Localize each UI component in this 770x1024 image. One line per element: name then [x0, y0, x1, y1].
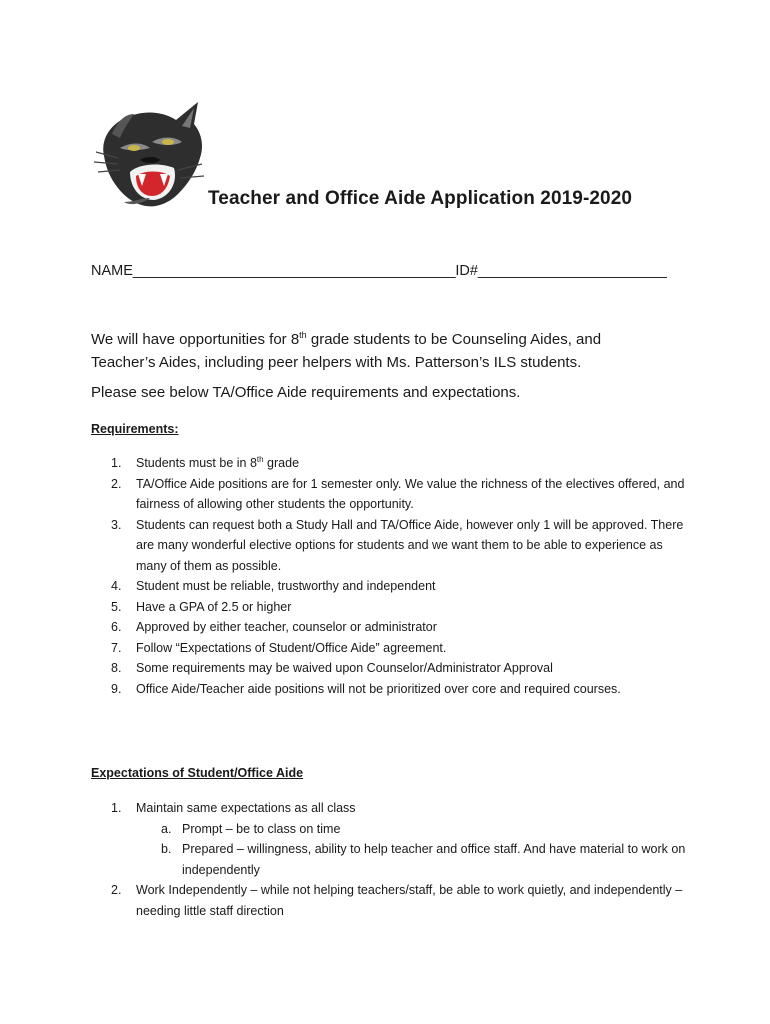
name-field[interactable]: _________________________________________ [132, 263, 456, 279]
list-item: 2. TA/Office Aide positions are for 1 semester only. We value the richness of the electives offered, and fairness of allowing other students the opportunity. [111, 476, 685, 511]
requirements-heading: Requirements: [91, 422, 179, 436]
list-item: 1. Maintain same expectations as all class a. Prompt – be to class on time b. Prepared – willingness, ability to help teacher and office staff. And have material to work on independently [91, 798, 691, 880]
see-below-text: Please see below TA/Office Aide requirements and expectations. [91, 384, 521, 401]
expectations-heading: Expectations of Student/Office Aide [91, 766, 304, 780]
sub-list [136, 819, 691, 881]
list-item: 9. Office Aide/Teacher aide positions will not be prioritized over core and required courses. [111, 681, 621, 696]
list-item: 2. Work Independently – while not helping teachers/staff, be able to work quietly, and independently – needing little staff direction [111, 883, 683, 918]
list-item: 1. Students must be in 8th grade [111, 454, 300, 470]
page-title: Teacher and Office Aide Application 2019-2020 [208, 188, 633, 209]
name-label: NAME [91, 263, 133, 279]
list-item: 8. Some requirements may be waived upon Counselor/Administrator Approval [111, 661, 553, 675]
expectations-list [91, 798, 691, 921]
list-item: 3. Students can request both a Study Hall and TA/Office Aide, however only 1 will be approved. There are many wonderful elective options for students and we want them to be able to experience as many of them as possible. [111, 517, 684, 573]
sub-list-item: a. Prompt – be to class on time [161, 821, 341, 836]
intro-paragraph: We will have opportunities for 8th grade students to be Counseling Aides, and Teacher’s Aides, including peer helpers with Ms. Patterson’s ILS students. [91, 330, 602, 371]
requirements-list [91, 453, 691, 699]
list-item: 7. Follow “Expectations of Student/Office Aide” agreement. [111, 640, 447, 655]
id-label: ID# [455, 263, 478, 279]
sub-list-item: b. Prepared – willingness, ability to help teacher and office staff. And have material to work on independently [161, 842, 686, 877]
id-field[interactable]: ________________________ [477, 263, 667, 279]
list-item: 5. Have a GPA of 2.5 or higher [111, 599, 292, 614]
list-item: 4. Student must be reliable, trustworthy and independent [111, 579, 436, 593]
panther-mascot-icon [90, 98, 208, 210]
name-id-line [91, 263, 667, 279]
list-item: 6. Approved by either teacher, counselor or administrator [111, 620, 437, 634]
